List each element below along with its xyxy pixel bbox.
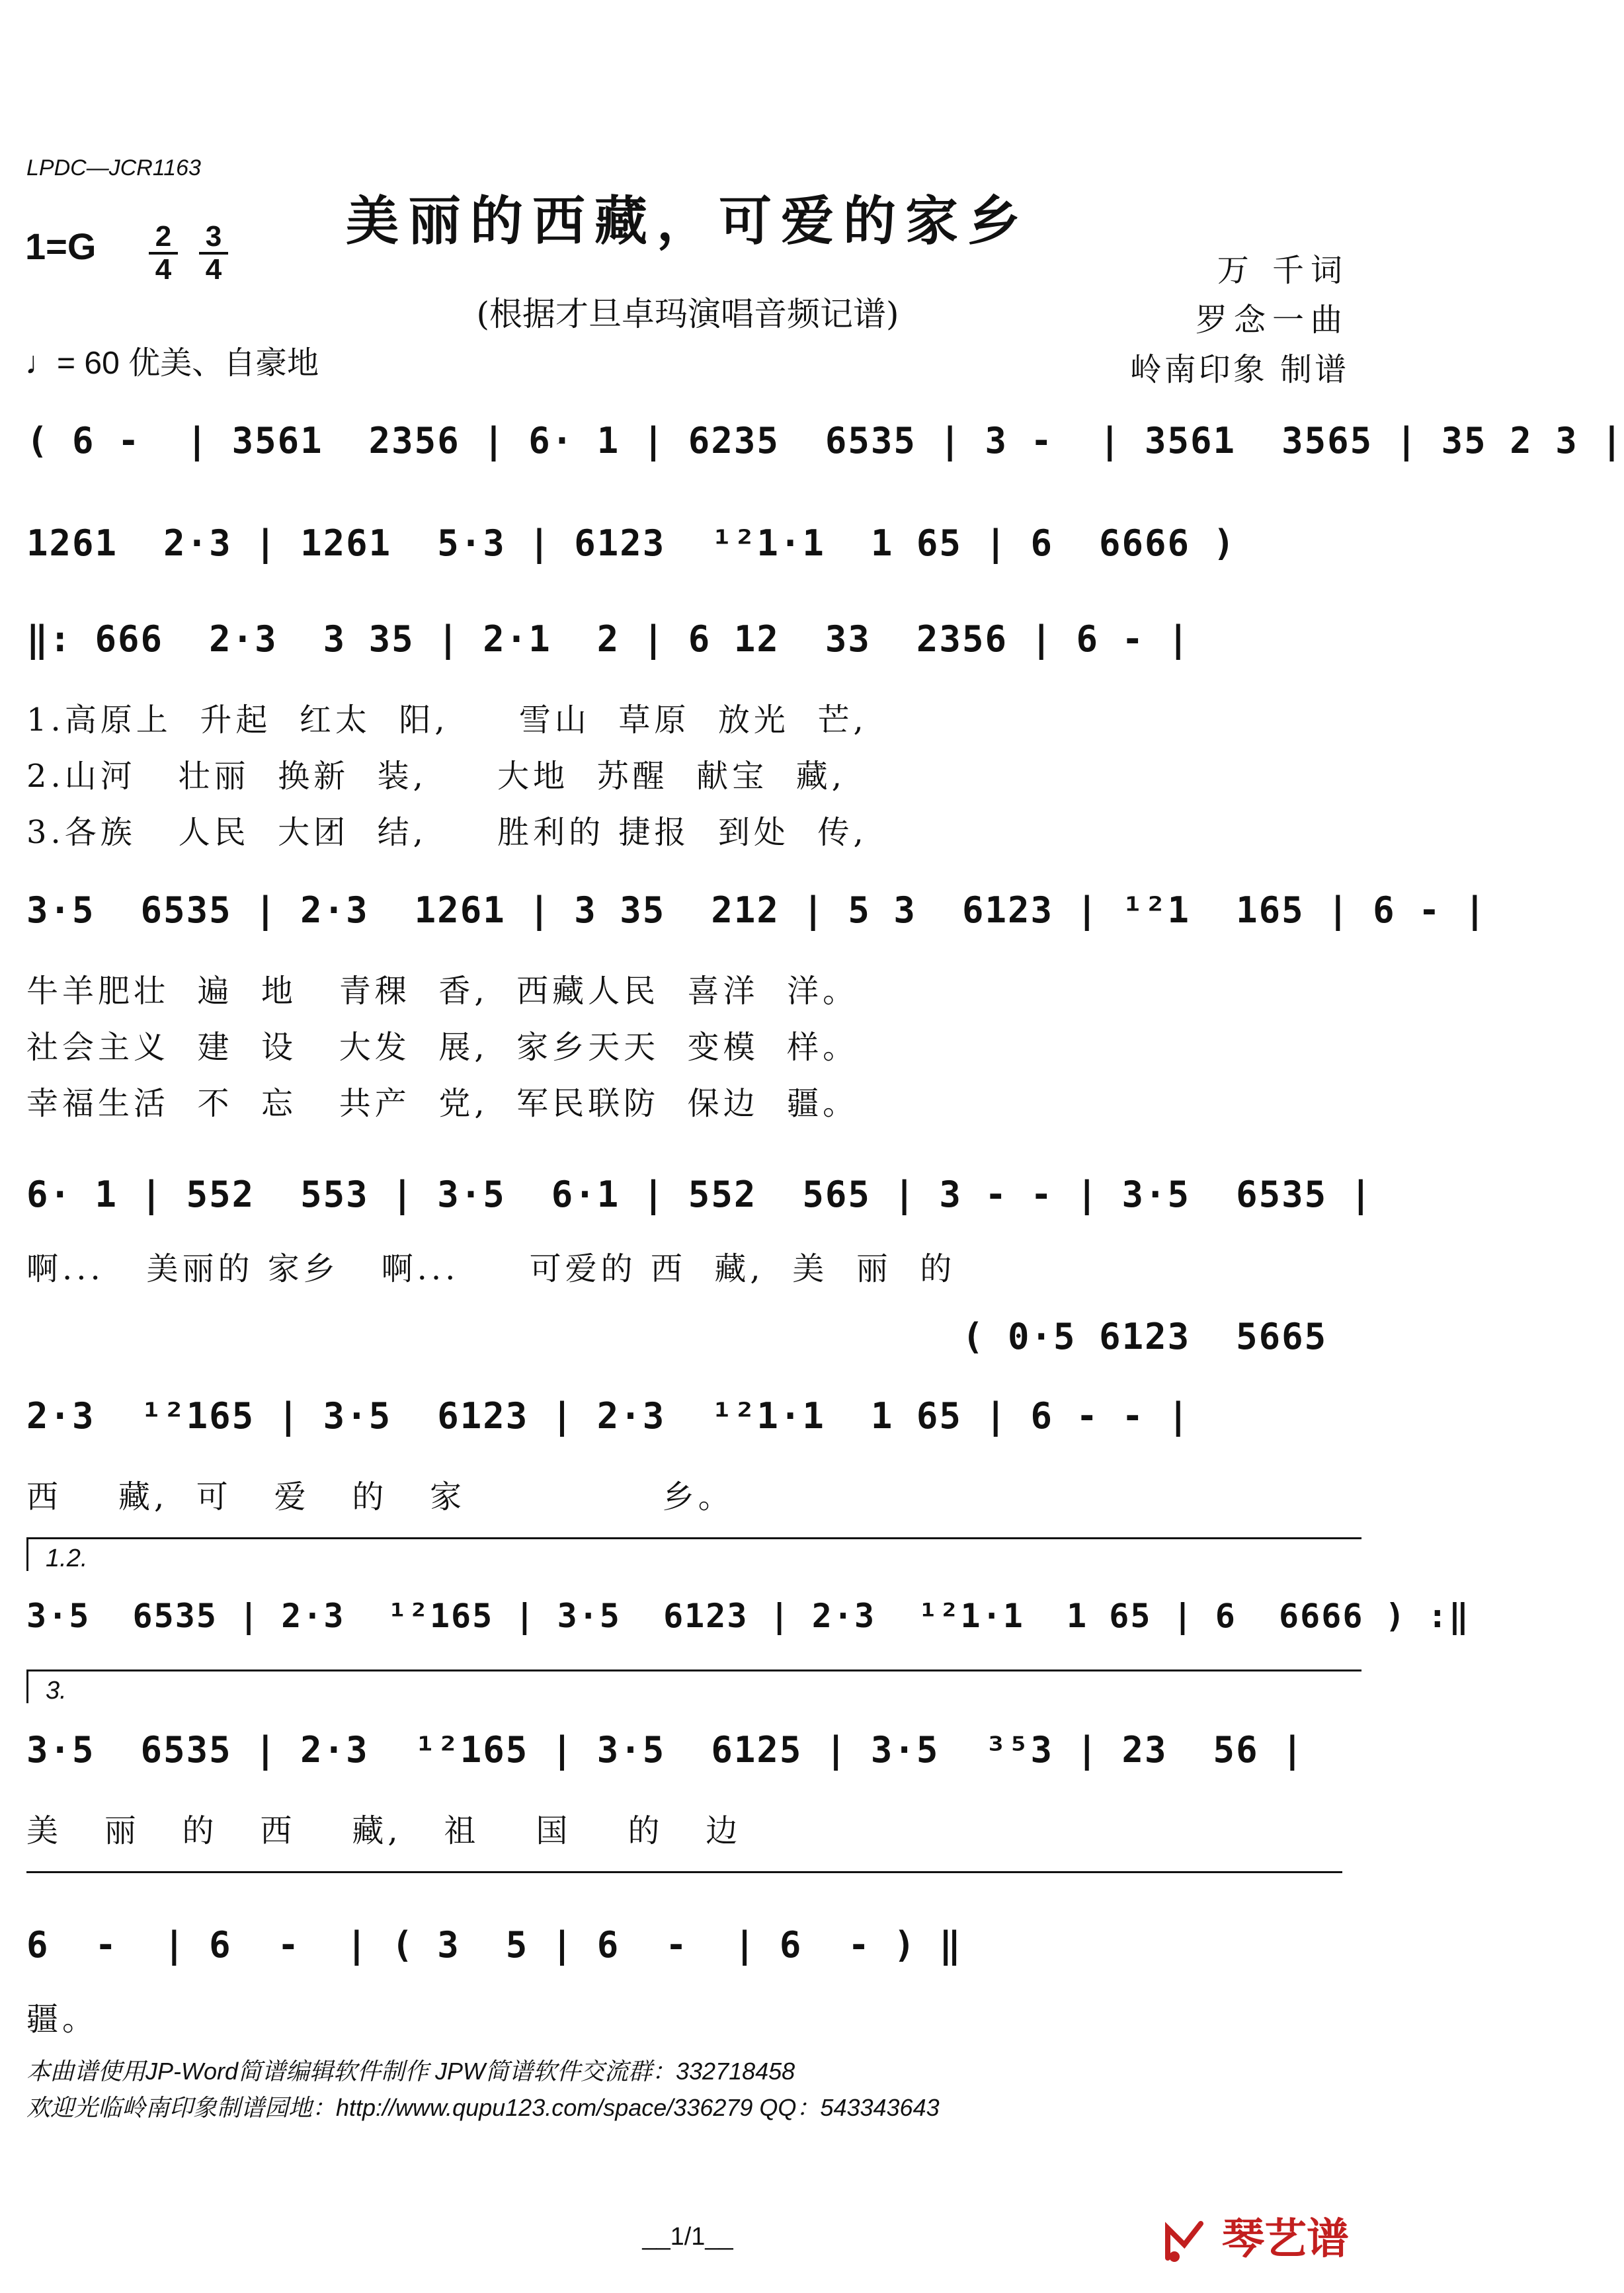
score-system-8: 3·5 6535 | 2·3 ¹²165 | 3·5 6125 | 3·5 ³⁵3 | 23 56 | (26, 1729, 1305, 1771)
time-signature-3-4: 3 4 (190, 221, 237, 285)
lyrics-system-4-verse-1: 牛羊肥壮 遍 地 青稞 香, 西藏人民 喜洋 洋。 (26, 973, 859, 1010)
composer-credit: 罗念一曲 (1195, 302, 1349, 339)
lyrics-verse-2: 2.山河 壮丽 换新 装, 大地 苏醒 献宝 藏, (26, 758, 846, 795)
instrumental-line: ( 0·5 6123 5665 (962, 1316, 1328, 1357)
score-system-6: 2·3 ¹²165 | 3·5 6123 | 2·3 ¹²1·1 1 65 | 6 - - | (26, 1395, 1191, 1437)
lyrics-system-5: 啊... 美丽的 家乡 啊... 可爱的 西 藏, 美 丽 的 (26, 1250, 956, 1287)
footer-software-note: 本曲谱使用JP-Word简谱编辑软件制作 JPW简谱软件交流群：332718458 (26, 2058, 795, 2085)
volta-1-2: 1.2. (26, 1537, 1361, 1571)
song-title: 美丽的西藏，可爱的家乡 (346, 190, 1030, 252)
lyrics-system-6: 西 藏, 可 爱 的 家 乡。 (26, 1478, 734, 1515)
score-system-1: ( 6 - | 3561 2356 | 6· 1 | 6235 6535 | 3 - | 3561 3565 | 35 2 3 | (26, 420, 1624, 462)
lyrics-verse-3: 3.各族 人民 大团 结, 胜利的 捷报 到处 传, (26, 814, 868, 851)
lyrics-verse-1: 1.高原上 升起 红太 阳, 雪山 草原 放光 芒, (26, 702, 868, 739)
score-code: LPDC—JCR1163 (26, 155, 201, 181)
transcriber-credit: 岭南印象 制谱 (1129, 351, 1349, 388)
time-signature-2-4: 2 4 (140, 221, 186, 285)
lyrics-system-4-verse-3: 幸福生活 不 忘 共产 党, 军民联防 保边 疆。 (26, 1085, 859, 1122)
score-system-7: 3·5 6535 | 2·3 ¹²165 | 3·5 6123 | 2·3 ¹²1·1 1 65 | 6 6666 ) :‖ (26, 1597, 1470, 1635)
score-system-3: ‖: 666 2·3 3 35 | 2·1 2 | 6 12 33 2356 | 6 - | (26, 618, 1191, 660)
system-9-top-rule (26, 1871, 1342, 1873)
music-note-logo-icon (1161, 2218, 1207, 2265)
lyrics-system-8: 美 丽 的 西 藏, 祖 国 的 边 (26, 1812, 742, 1849)
lyrics-system-9: 疆。 (26, 2001, 99, 2038)
footer-website-note: 欢迎光临岭南印象制谱园地：http://www.qupu123.com/space/336279 QQ：543343643 (26, 2094, 940, 2121)
key-signature: 1=G (25, 225, 97, 267)
volta-3: 3. (26, 1669, 1361, 1703)
song-subtitle: (根据才旦卓玛演唱音频记谱) (476, 295, 899, 333)
logo-text: 琴艺谱 (1222, 2215, 1349, 2264)
score-system-4: 3·5 6535 | 2·3 1261 | 3 35 212 | 5 3 6123 | ¹²1 165 | 6 - | (26, 889, 1487, 931)
page-number: __1/1__ (642, 2223, 733, 2251)
lyrics-system-4-verse-2: 社会主义 建 设 大发 展, 家乡天天 变模 样。 (26, 1029, 859, 1066)
tempo-marking: ♩= 60 优美、自豪地 (25, 346, 319, 381)
score-system-5: 6· 1 | 552 553 | 3·5 6·1 | 552 565 | 3 - - | 3·5 6535 | (26, 1174, 1373, 1215)
score-system-9: 6 - | 6 - | ( 3 5 | 6 - | 6 - ) ‖ (26, 1924, 962, 1966)
site-logo[interactable] (1161, 2205, 1349, 2266)
score-system-2: 1261 2·3 | 1261 5·3 | 6123 ¹²1·1 1 65 | 6 6666 ) (26, 522, 1237, 564)
lyricist-credit: 万 千词 (1217, 252, 1349, 289)
